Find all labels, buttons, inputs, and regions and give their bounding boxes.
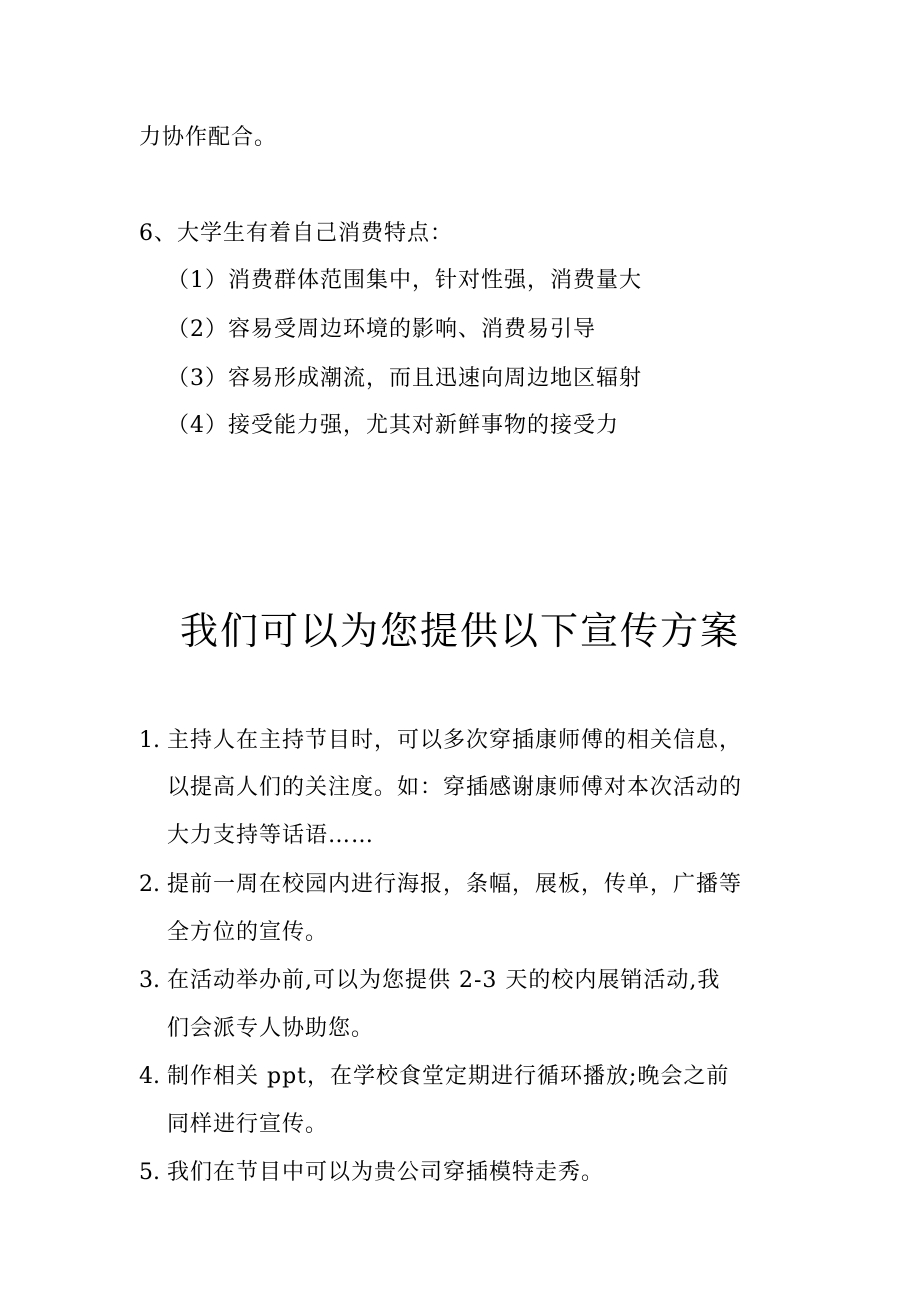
plan-2-line-1: 提前一周在校园内进行海报，条幅，展板，传单，广播等 <box>167 872 743 897</box>
plan-3-number: 3. <box>139 968 160 993</box>
plan-5-number: 5. <box>139 1160 160 1185</box>
section-heading: 我们可以为您提供以下宣传方案 <box>179 609 740 653</box>
section-6-item-3: （3）容易形成潮流，而且迅速向周边地区辐射 <box>167 366 642 391</box>
section-6-item-4: （4）接受能力强，尤其对新鲜事物的接受力 <box>167 413 619 438</box>
intro-tail-text: 力协作配合。 <box>139 125 278 150</box>
plan-4-line-2: 同样进行宣传。 <box>167 1112 329 1137</box>
plan-1-number: 1. <box>139 728 160 753</box>
section-6-item-1: （1）消费群体范围集中，针对性强，消费量大 <box>167 268 642 293</box>
plan-5-line-1: 我们在节目中可以为贵公司穿插模特走秀。 <box>167 1160 605 1185</box>
plan-4-line-1: 制作相关 ppt，在学校食堂定期进行循环播放;晚会之前 <box>167 1064 730 1089</box>
plan-1-line-2: 以提高人们的关注度。如：穿插感谢康师傅对本次活动的 <box>167 775 743 800</box>
plan-1-line-3: 大力支持等话语…… <box>167 823 375 848</box>
section-6-item-2: （2）容易受周边环境的影响、消费易引导 <box>167 317 596 342</box>
plan-2-number: 2. <box>139 872 160 897</box>
plan-3-line-1: 在活动举办前,可以为您提供 2-3 天的校内展销活动,我 <box>167 968 721 993</box>
plan-2-line-2: 全方位的宣传。 <box>167 920 329 945</box>
plan-1-line-1: 主持人在主持节目时，可以多次穿插康师傅的相关信息， <box>167 728 743 753</box>
plan-4-number: 4. <box>139 1064 160 1089</box>
plan-3-line-2: 们会派专人协助您。 <box>167 1016 375 1041</box>
section-6-title: 6、大学生有着自己消费特点： <box>139 221 453 246</box>
